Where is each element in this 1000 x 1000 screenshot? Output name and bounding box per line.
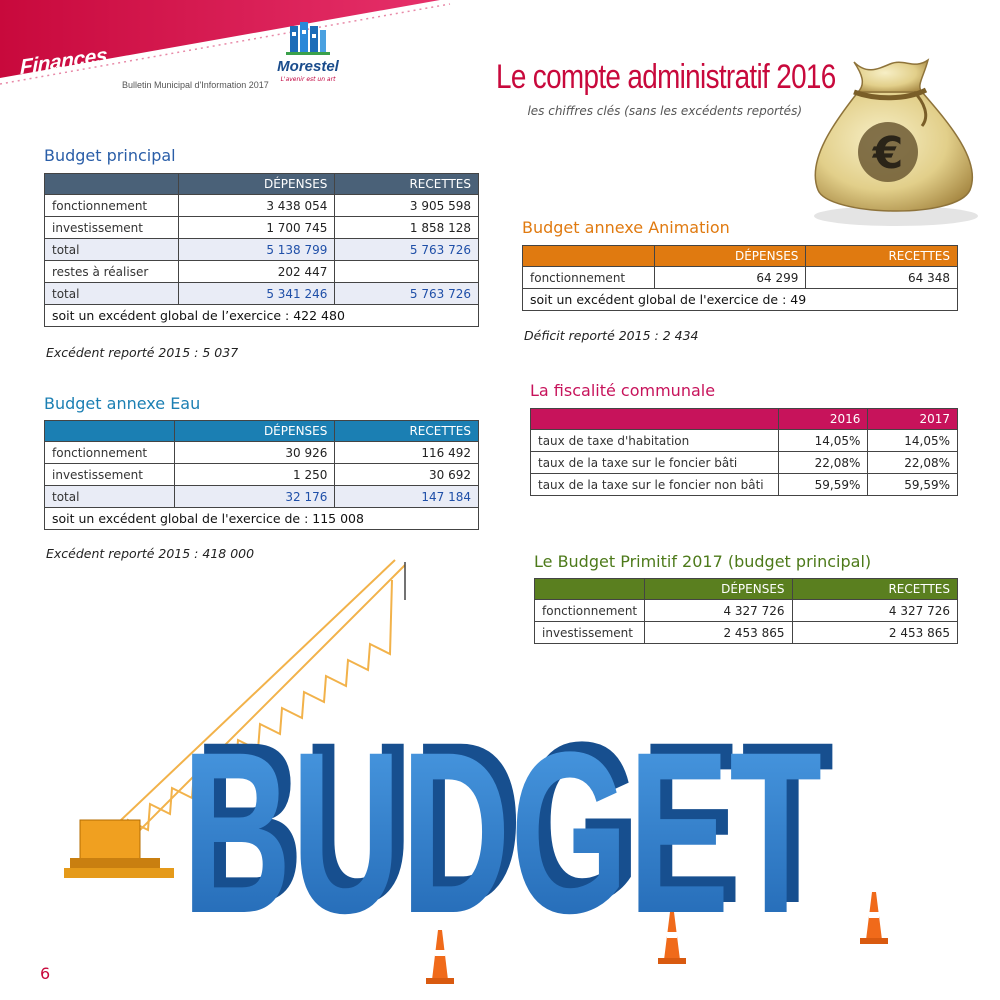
table-header — [531, 409, 958, 430]
col-recettes: RECETTES — [335, 174, 479, 195]
budget-primitif-title: Le Budget Primitif 2017 (budget principal) — [534, 552, 872, 571]
col-depenses: DÉPENSES — [178, 174, 335, 195]
budget-illustration — [0, 540, 1000, 1000]
summary-row: soit un excédent global de l’exercice : 422 480 — [45, 305, 479, 327]
total-row: total 5 341 246 5 763 726 — [45, 283, 479, 305]
total-row: total 32 176 147 184 — [45, 486, 479, 508]
col-recettes: RECETTES — [335, 421, 479, 442]
table-row: investissement 2 453 865 2 453 865 — [535, 622, 958, 644]
budget-principal-table — [44, 173, 479, 327]
table-row: taux de la taxe sur le foncier bâti 22,08% 22,08% — [531, 452, 958, 474]
table-header — [45, 174, 479, 195]
col-2017: 2017 — [868, 409, 958, 430]
table-row: fonctionnement 30 926 116 492 — [45, 442, 479, 464]
page-subtitle: les chiffres clés (sans les excédents reportés) — [527, 104, 802, 118]
total-row: total 5 138 799 5 763 726 — [45, 239, 479, 261]
table-row: taux de taxe d'habitation 14,05% 14,05% — [531, 430, 958, 452]
table-row: taux de la taxe sur le foncier non bâti 59,59% 59,59% — [531, 474, 958, 496]
fiscalite-table — [530, 408, 958, 496]
summary-row: soit un excédent global de l'exercice de : 49 — [523, 289, 958, 311]
logo-name: Morestel — [277, 58, 339, 75]
table-row: investissement 1 250 30 692 — [45, 464, 479, 486]
budget-eau-title: Budget annexe Eau — [44, 394, 201, 413]
budget-word — [182, 694, 834, 961]
budget-animation-note: Déficit reporté 2015 : 2 434 — [524, 328, 699, 343]
table-row: fonctionnement 3 438 054 3 905 598 — [45, 195, 479, 217]
section-label: Finances — [20, 43, 108, 80]
col-recettes: RECETTES — [792, 579, 957, 600]
table-row: fonctionnement 64 299 64 348 — [523, 267, 958, 289]
money-bag-icon — [796, 40, 986, 230]
budget-eau-table — [44, 420, 479, 530]
bulletin-label: Bulletin Municipal d'Information 2017 — [122, 80, 269, 90]
col-depenses: DÉPENSES — [645, 579, 792, 600]
budget-animation-table — [522, 245, 958, 311]
euro-symbol: € — [872, 128, 904, 179]
table-header — [45, 421, 479, 442]
col-2016: 2016 — [778, 409, 868, 430]
fiscalite-title: La fiscalité communale — [530, 381, 716, 400]
page-number: 6 — [40, 964, 51, 983]
budget-principal-title: Budget principal — [44, 146, 176, 165]
crane-cab — [80, 820, 140, 860]
logo-slogan: L'avenir est un art — [280, 76, 336, 83]
page-title: Le compte administratif 2016 — [496, 58, 836, 96]
table-row: restes à réaliser 202 447 — [45, 261, 479, 283]
budget-eau-note: Excédent reporté 2015 : 418 000 — [46, 546, 255, 561]
col-depenses: DÉPENSES — [174, 421, 335, 442]
col-depenses: DÉPENSES — [654, 246, 806, 267]
budget-principal-note: Excédent reporté 2015 : 5 037 — [46, 345, 239, 360]
budget-word-front: BUDGET — [182, 704, 822, 961]
summary-row: soit un excédent global de l'exercice de : 115 008 — [45, 508, 479, 530]
budget-word-shadow: BUDGET — [194, 694, 834, 951]
col-recettes: RECETTES — [806, 246, 958, 267]
table-row: fonctionnement 4 327 726 4 327 726 — [535, 600, 958, 622]
traffic-cone-icon — [860, 892, 888, 944]
table-row: investissement 1 700 745 1 858 128 — [45, 217, 479, 239]
table-header — [523, 246, 958, 267]
budget-animation-title: Budget annexe Animation — [522, 218, 730, 237]
